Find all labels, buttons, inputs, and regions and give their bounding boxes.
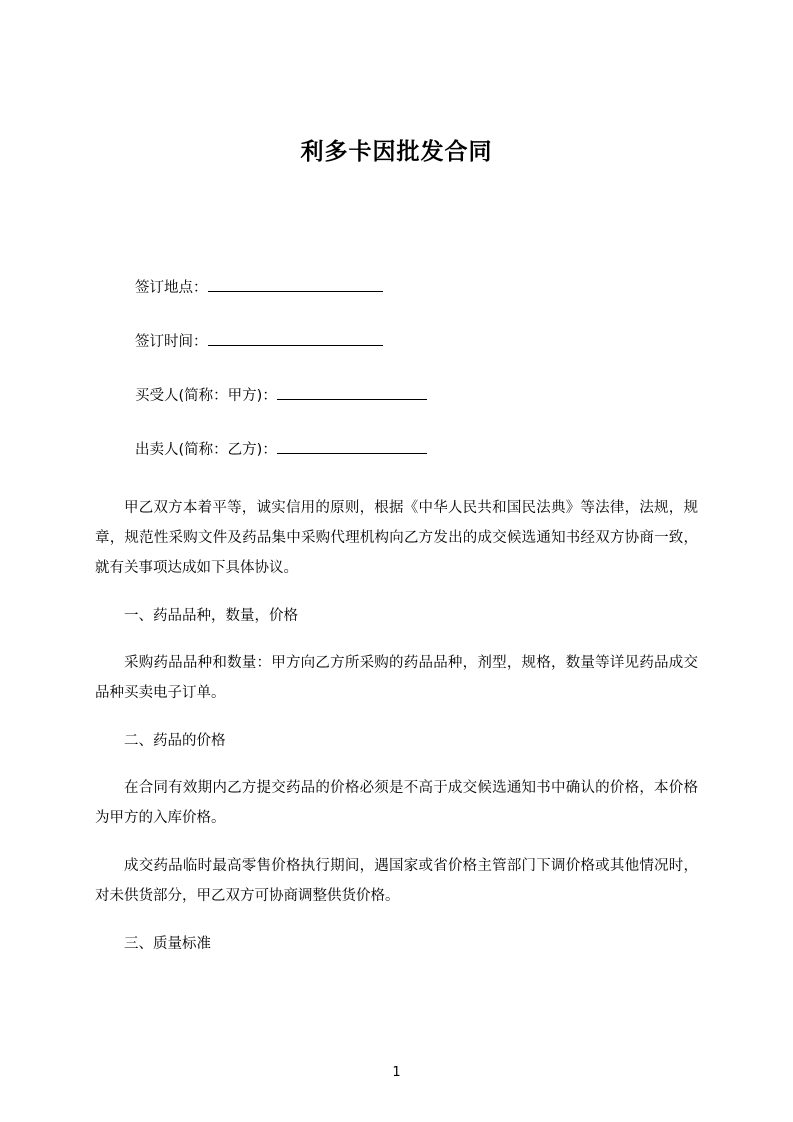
document-body — [95, 493, 698, 959]
field-blank-signing-place[interactable] — [208, 277, 383, 292]
paragraph-section-2-body-1: 在合同有效期内乙方提交药品的价格必须是不高于成交候选通知书中确认的价格，本价格为甲方的入库价格。 — [95, 780, 698, 826]
field-label-signing-date: 签订时间： — [135, 334, 208, 350]
page-number: 1 — [392, 1065, 401, 1080]
section-heading-1: 一、药品品种，数量，价格 — [124, 608, 298, 624]
field-row-signing-date — [95, 331, 698, 353]
document-content — [95, 0, 698, 976]
field-row-seller — [95, 439, 698, 461]
page-title: 利多卡因批发合同 — [300, 139, 493, 165]
paragraph-section-1-body: 采购药品品种和数量：甲方向乙方所采购的药品品种，剂型，规格，数量等详见药品成交品种买卖电子订单。 — [95, 655, 698, 701]
field-row-signing-place — [95, 277, 698, 299]
field-blank-seller[interactable] — [277, 439, 427, 454]
field-blank-buyer[interactable] — [277, 385, 427, 400]
field-label-signing-place: 签订地点： — [135, 280, 208, 296]
field-label-seller: 出卖人(简称：乙方)： — [135, 442, 277, 458]
field-blank-signing-date[interactable] — [208, 331, 383, 346]
contract-field-list — [95, 277, 698, 461]
paragraph-section-2-body-2: 成交药品临时最高零售价格执行期间，遇国家或省价格主管部门下调价格或其他情况时，对未供货部分，甲乙双方可协商调整供货价格。 — [95, 858, 698, 904]
section-heading-2: 二、药品的价格 — [124, 733, 226, 749]
field-label-buyer: 买受人(简称：甲方)： — [135, 388, 277, 404]
section-heading-3: 三、质量标准 — [124, 936, 211, 952]
paragraph-preamble: 甲乙双方本着平等，诚实信用的原则，根据《中华人民共和国民法典》等法律，法规，规章，规范性采购文件及药品集中采购代理机构向乙方发出的成交候选通知书经双方协商一致，就有关事项达成如下具体协议。 — [95, 500, 698, 576]
field-row-buyer — [95, 385, 698, 407]
